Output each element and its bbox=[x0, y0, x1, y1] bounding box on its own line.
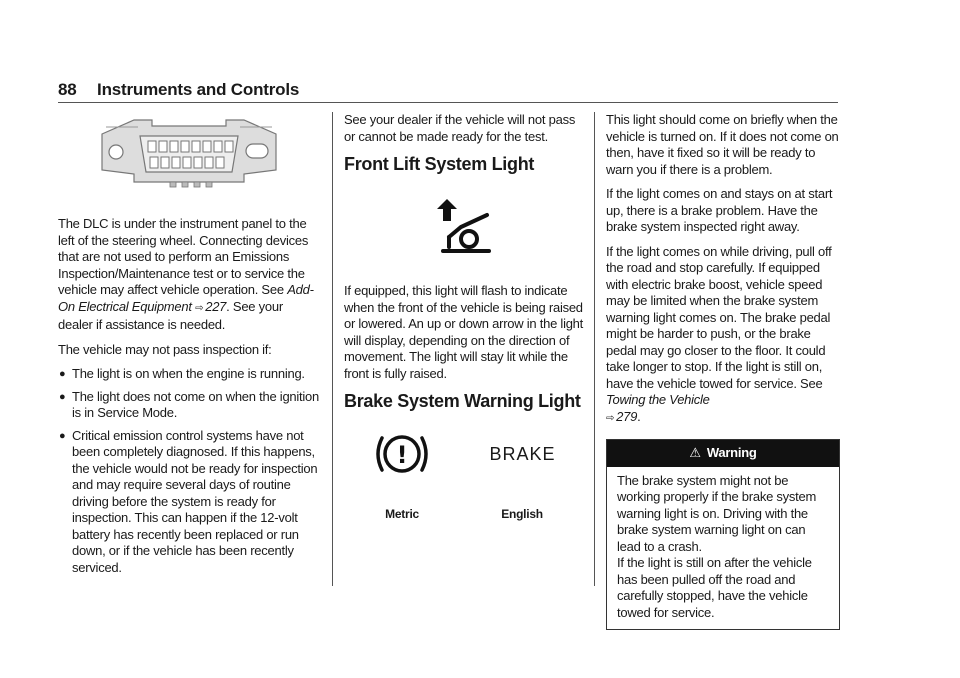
front-lift-paragraph: If equipped, this light will flash to indicate when the front of the vehicle is being raised or lowered. An up or down arrow in the light will display, depending on the direction of movement. The light will stay lit while the front is fully raised. bbox=[344, 283, 584, 381]
brake-metric-warning-icon bbox=[372, 426, 432, 482]
page-ref-arrow-icon: ⇨ bbox=[606, 412, 615, 424]
column-divider-1 bbox=[332, 112, 333, 586]
dlc-connector-illustration bbox=[94, 112, 320, 204]
dlc-paragraph-after: . See your dealer if assistance is needed. bbox=[58, 298, 283, 332]
list-item bbox=[58, 366, 320, 383]
brake-p2: If the light comes on and stays on at start up, there is a brake problem. Have the brake system inspected right away. bbox=[606, 186, 833, 234]
brake-p1: This light should come on briefly when the vehicle is turned on. If it does not come on then, have it fixed so it will be ready to warn you if there is a problem. bbox=[606, 112, 839, 177]
front-lift-illustration bbox=[344, 183, 584, 273]
fail-intro: The vehicle may not pass inspection if: bbox=[58, 341, 272, 357]
column-right bbox=[606, 112, 840, 630]
brake-p3-after: . bbox=[637, 408, 641, 424]
list-item-text: The light is on when the engine is running. bbox=[72, 366, 305, 381]
column-divider-2 bbox=[594, 112, 595, 586]
brake-warning-icons bbox=[344, 424, 584, 484]
bullet-icon: ● bbox=[59, 390, 66, 403]
label-metric: Metric bbox=[385, 507, 419, 521]
list-item-text: The light does not come on when the ignition is in Service Mode. bbox=[72, 388, 320, 420]
brake-exclamation-text: ! bbox=[397, 441, 408, 469]
column-middle bbox=[344, 112, 584, 523]
warning-p1: The brake system might not be working properly if the brake system warning light is on. Driving with the brake system warning light on can lead to a crash. bbox=[617, 472, 817, 554]
warning-box bbox=[606, 439, 840, 630]
bullet-icon: ● bbox=[59, 429, 66, 442]
list-item bbox=[58, 428, 320, 577]
brake-english-text: BRAKE bbox=[489, 443, 556, 464]
page-number: 88 bbox=[58, 80, 77, 99]
column-left bbox=[58, 112, 320, 584]
front-lift-icon bbox=[429, 193, 499, 263]
warning-header bbox=[607, 440, 839, 467]
brake-p3 bbox=[606, 244, 840, 428]
brake-icon-labels bbox=[344, 506, 584, 523]
dealer-paragraph: See your dealer if the vehicle will not pass or cannot be made ready for the test. bbox=[344, 112, 576, 144]
warning-p2: If the light is still on after the vehicle has been pulled off the road and carefully stopped, have the vehicle towed for service. bbox=[617, 555, 812, 620]
dlc-connector-icon bbox=[94, 112, 284, 202]
warning-title: Warning bbox=[706, 445, 757, 460]
brake-heading: Brake System Warning Light bbox=[344, 391, 581, 411]
brake-p3-text: If the light comes on while driving, pull off the road and stop carefully. If equipped with electric brake boost, vehicle speed may be limited when the brake system warning light comes on. The brake pedal might be harder to push, or the brake pedal may go closer to the floor. It could take longer to stop. If the light is still on, have the vehicle towed for service. See bbox=[606, 243, 832, 391]
front-lift-heading: Front Lift System Light bbox=[344, 154, 535, 174]
list-item bbox=[58, 389, 320, 422]
warning-body bbox=[607, 467, 839, 630]
label-english: English bbox=[501, 507, 543, 521]
inspection-fail-list bbox=[58, 366, 320, 576]
dlc-paragraph bbox=[58, 216, 320, 334]
bullet-icon: ● bbox=[59, 368, 66, 380]
section-title: Instruments and Controls bbox=[97, 80, 300, 99]
dlc-paragraph-text: The DLC is under the instrument panel to the left of the steering wheel. Connecting devices that are not used to perform an Emissions Inspection/Maintenance test or to service the vehicle may affect vehicle operation. See bbox=[58, 216, 309, 297]
header-divider bbox=[58, 102, 838, 103]
ref-link-add-on-electrical[interactable]: Add-On Electrical Equipment bbox=[58, 282, 314, 314]
page-ref-279[interactable]: 279 bbox=[616, 408, 638, 424]
warning-icon: ⚠ bbox=[689, 445, 701, 460]
list-item-text: Critical emission control systems have not been completely diagnosed. If this happens, the vehicle would not be ready for inspection and may require several days of routine driving before the system is ready for inspection. This can happen if the 12-volt battery has recently been replaced or run down, or if the vehicle has been recently serviced. bbox=[72, 427, 318, 575]
page-ref-arrow-icon: ⇨ bbox=[195, 302, 204, 314]
ref-link-towing[interactable]: Towing the Vehicle bbox=[606, 392, 710, 407]
page-header bbox=[58, 80, 838, 100]
page-ref-227[interactable]: 227 bbox=[205, 298, 227, 314]
